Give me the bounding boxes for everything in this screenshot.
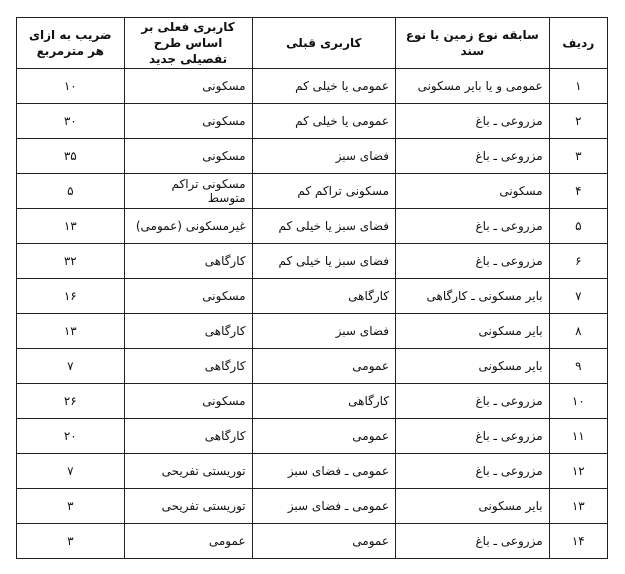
cell-row-number: ۴: [549, 174, 607, 209]
cell-land-type: مزروعی ـ باغ: [396, 384, 550, 419]
cell-land-type: بایر مسکونی: [396, 349, 550, 384]
header-current-use: کاربری فعلی بر اساس طرح تفصیلی جدید: [124, 18, 252, 69]
header-land-type: سابقه نوع زمین یا نوع سند: [396, 18, 550, 69]
cell-row-number: ۵: [549, 209, 607, 244]
cell-previous-use: کارگاهی: [252, 279, 395, 314]
cell-previous-use: عمومی یا خیلی کم: [252, 69, 395, 104]
cell-land-type: مزروعی ـ باغ: [396, 524, 550, 559]
cell-current-use: توریستی تفریحی: [124, 489, 252, 524]
cell-previous-use: عمومی: [252, 419, 395, 454]
cell-coefficient: ۲۰: [17, 419, 125, 454]
cell-previous-use: فضای سبز یا خیلی کم: [252, 209, 395, 244]
cell-current-use: مسکونی: [124, 279, 252, 314]
cell-current-use: مسکونی: [124, 384, 252, 419]
cell-land-type: مزروعی ـ باغ: [396, 454, 550, 489]
cell-previous-use: عمومی ـ فضای سبز: [252, 454, 395, 489]
cell-previous-use: عمومی ـ فضای سبز: [252, 489, 395, 524]
table-header-row: [17, 18, 608, 69]
cell-row-number: ۱: [549, 69, 607, 104]
cell-land-type: مزروعی ـ باغ: [396, 244, 550, 279]
cell-coefficient: ۱۳: [17, 314, 125, 349]
table-row: [17, 174, 608, 209]
cell-coefficient: ۷: [17, 454, 125, 489]
cell-row-number: ۸: [549, 314, 607, 349]
cell-coefficient: ۳: [17, 489, 125, 524]
cell-previous-use: عمومی: [252, 349, 395, 384]
table-row: [17, 314, 608, 349]
cell-current-use: مسکونی: [124, 69, 252, 104]
cell-previous-use: فضای سبز یا خیلی کم: [252, 244, 395, 279]
cell-coefficient: ۱۰: [17, 69, 125, 104]
table-row: [17, 209, 608, 244]
table-row: [17, 524, 608, 559]
cell-row-number: ۷: [549, 279, 607, 314]
cell-row-number: ۱۳: [549, 489, 607, 524]
cell-land-type: مزروعی ـ باغ: [396, 419, 550, 454]
cell-coefficient: ۳۵: [17, 139, 125, 174]
cell-coefficient: ۲۶: [17, 384, 125, 419]
cell-land-type: مزروعی ـ باغ: [396, 139, 550, 174]
cell-row-number: ۶: [549, 244, 607, 279]
cell-row-number: ۱۱: [549, 419, 607, 454]
cell-coefficient: ۳۲: [17, 244, 125, 279]
table-row: [17, 104, 608, 139]
cell-previous-use: عمومی یا خیلی کم: [252, 104, 395, 139]
cell-previous-use: عمومی: [252, 524, 395, 559]
table-row: [17, 489, 608, 524]
cell-current-use: کارگاهی: [124, 349, 252, 384]
cell-coefficient: ۱۳: [17, 209, 125, 244]
cell-land-type: مزروعی ـ باغ: [396, 209, 550, 244]
cell-row-number: ۱۰: [549, 384, 607, 419]
cell-land-type: مزروعی ـ باغ: [396, 104, 550, 139]
cell-current-use: غیرمسکونی (عمومی): [124, 209, 252, 244]
cell-row-number: ۹: [549, 349, 607, 384]
cell-land-type: بایر مسکونی ـ کارگاهی: [396, 279, 550, 314]
cell-current-use: کارگاهی: [124, 419, 252, 454]
table-row: [17, 139, 608, 174]
cell-current-use: مسکونی: [124, 139, 252, 174]
cell-coefficient: ۵: [17, 174, 125, 209]
cell-row-number: ۲: [549, 104, 607, 139]
cell-previous-use: مسکونی تراکم کم: [252, 174, 395, 209]
cell-current-use: مسکونی: [124, 104, 252, 139]
cell-row-number: ۱۴: [549, 524, 607, 559]
header-coefficient: ضریب به ازای هر مترمربع: [17, 18, 125, 69]
cell-row-number: ۱۲: [549, 454, 607, 489]
header-row-number: ردیف: [549, 18, 607, 69]
table-row: [17, 419, 608, 454]
cell-current-use: مسکونی تراکم متوسط: [124, 174, 252, 209]
cell-land-type: مسکونی: [396, 174, 550, 209]
table-row: [17, 349, 608, 384]
table-row: [17, 384, 608, 419]
cell-coefficient: ۳۰: [17, 104, 125, 139]
table-row: [17, 69, 608, 104]
cell-land-type: بایر مسکونی: [396, 489, 550, 524]
table-row: [17, 244, 608, 279]
cell-land-type: عمومی و یا بایر مسکونی: [396, 69, 550, 104]
cell-previous-use: فضای سبز: [252, 314, 395, 349]
cell-previous-use: کارگاهی: [252, 384, 395, 419]
cell-current-use: توریستی تفریحی: [124, 454, 252, 489]
cell-coefficient: ۷: [17, 349, 125, 384]
cell-current-use: کارگاهی: [124, 314, 252, 349]
cell-coefficient: ۱۶: [17, 279, 125, 314]
cell-current-use: عمومی: [124, 524, 252, 559]
header-previous-use: کاربری قبلی: [252, 18, 395, 69]
cell-previous-use: فضای سبز: [252, 139, 395, 174]
cell-coefficient: ۳: [17, 524, 125, 559]
coefficient-table: [16, 17, 608, 559]
cell-land-type: بایر مسکونی: [396, 314, 550, 349]
table-body: [17, 69, 608, 559]
cell-row-number: ۳: [549, 139, 607, 174]
table-row: [17, 454, 608, 489]
cell-current-use: کارگاهی: [124, 244, 252, 279]
table-row: [17, 279, 608, 314]
